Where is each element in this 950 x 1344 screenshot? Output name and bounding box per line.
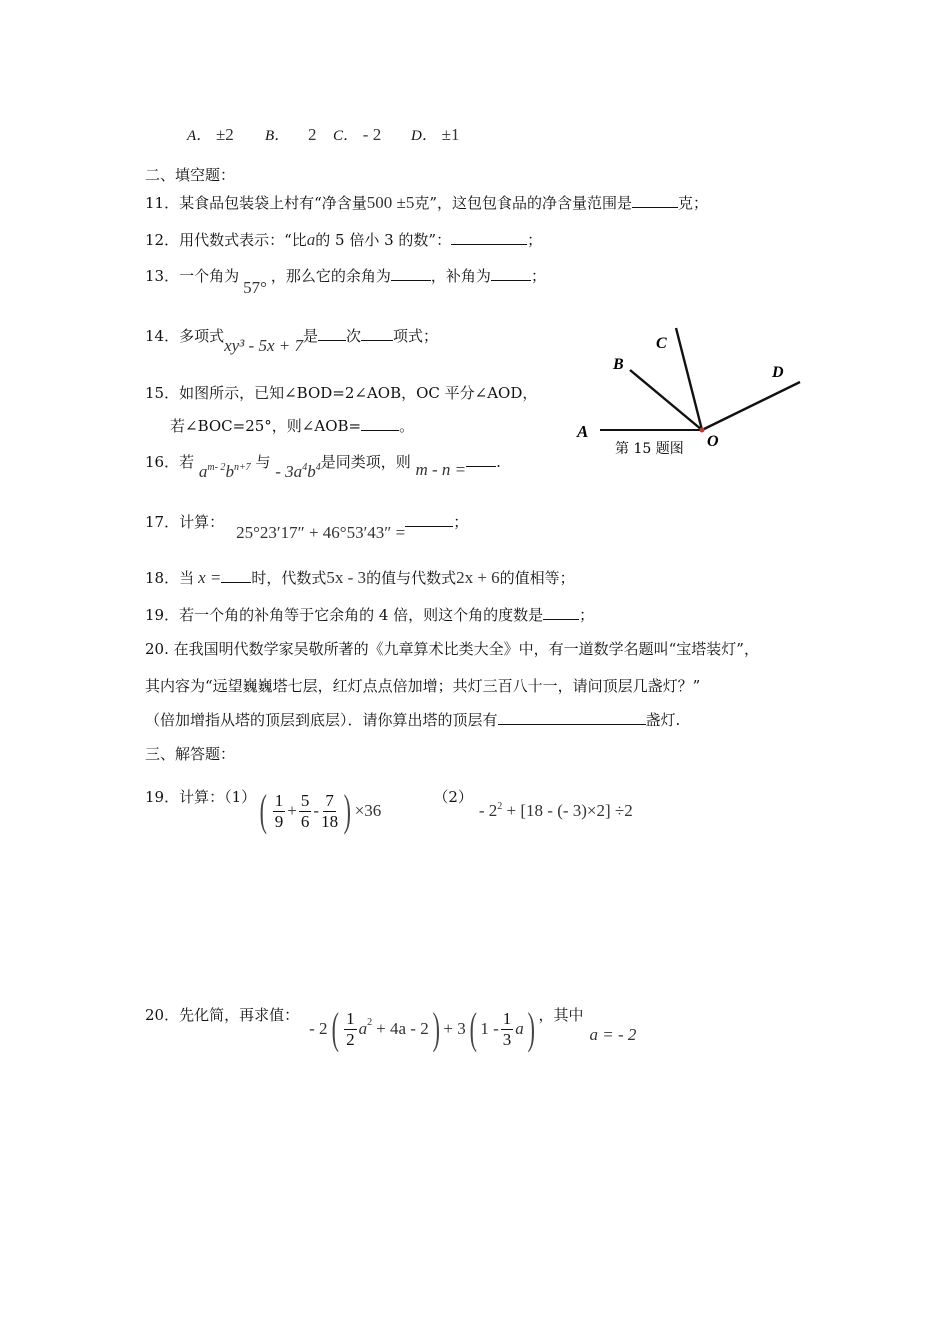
q20-condition: a = - 2	[589, 1025, 637, 1044]
q14-text3: 次	[345, 327, 361, 345]
ray-ob	[630, 370, 702, 430]
q16-m2sup: n+7	[233, 462, 251, 473]
q16-m1: a	[198, 462, 208, 481]
q18-text3: 的值与代数式	[366, 569, 457, 587]
q19-left-paren: (	[259, 786, 268, 835]
question-20-line3	[145, 709, 680, 730]
choice-c-value: - 2	[362, 125, 382, 144]
angle-figure	[570, 320, 820, 465]
q12-var: a	[306, 230, 316, 249]
q11-text: 11．某食品包装袋上村有“净含量	[145, 194, 367, 212]
q14-text2: 是	[302, 327, 318, 345]
label-b: B	[613, 356, 624, 373]
q13-blank-2	[491, 266, 531, 281]
figure-caption: 第 15 题图	[615, 441, 684, 457]
q20-text2: ，其中	[538, 1006, 584, 1024]
question-19-fill	[145, 604, 594, 625]
q20-paren-2-right: )	[527, 1004, 535, 1053]
section-heading-fill: 二、填空题：	[145, 166, 236, 184]
q13-text: 13．一个角为	[145, 267, 240, 285]
question-16	[145, 451, 501, 481]
q19-f2-num: 5	[300, 790, 310, 810]
label-d: D	[772, 364, 784, 381]
question-18	[145, 567, 575, 588]
q19-op1: +	[287, 801, 297, 820]
choice-b-label: B．	[265, 128, 290, 144]
question-20-line1: 20. 在我国明代数学家吴敬所著的《九章算术比类大全》中，有一道数学名题叫“宝塔装灯”，	[145, 640, 759, 658]
question-15-line2	[170, 415, 414, 436]
q20fill-text: （倍加增指从塔的顶层到底层）．请你算出塔的顶层有	[145, 711, 498, 729]
q20-coef: - 2	[309, 1019, 328, 1038]
q17-end: ；	[453, 513, 469, 531]
label-a: A	[577, 422, 589, 441]
choice-c	[333, 124, 381, 145]
q18-blank	[221, 568, 251, 583]
q13-math: 57°	[243, 278, 267, 297]
q13-end: ；	[530, 267, 546, 285]
q20-frac2	[501, 1009, 514, 1050]
choice-b-value: 2	[307, 125, 317, 144]
q20-f1-den: 2	[346, 1029, 355, 1049]
q19fill-blank	[543, 605, 579, 620]
q19-p2a-sup: 2	[497, 801, 503, 812]
q20fill-blank	[498, 710, 646, 725]
q16-expr: m - n =	[415, 460, 467, 479]
q19fill-text: 19．若一个角的补角等于它余角的 4 倍，则这个角的度数是	[145, 606, 544, 624]
q18-expr2: 2x + 6	[456, 568, 500, 587]
q18-end: 的值相等；	[499, 569, 575, 587]
q16-m3sup: 4	[302, 462, 308, 473]
q16-m3: - 3a	[275, 462, 303, 481]
q19-frac3	[321, 791, 338, 832]
ray-oc	[676, 328, 702, 430]
q20-var-sup: 2	[367, 1016, 373, 1028]
q20calc-text: 20．先化简，再求值：	[145, 1006, 300, 1024]
question-17	[145, 511, 469, 542]
q16-blank	[466, 452, 496, 467]
choice-d-label: D．	[411, 128, 437, 144]
question-20-line2: 其内容为“远望巍巍塔七层，红灯点点倍加增；共灯三百八十一，请问顶层几盏灯？”	[145, 677, 701, 695]
q20-term: + 4a - 2	[376, 1019, 429, 1038]
q19-f3-den: 18	[321, 811, 339, 831]
q14-blank-1	[318, 326, 346, 341]
question-20-calc	[145, 1004, 636, 1054]
q19-right-paren: )	[343, 786, 352, 835]
q19-part2-expr	[479, 801, 633, 821]
q12-end: ；	[527, 231, 543, 249]
q16-text2: 与	[255, 453, 271, 471]
q16-m1sup: m- 2	[207, 462, 226, 473]
q19-f1-num: 1	[274, 790, 284, 810]
q12-text2: 的 5 倍小 3 的数”：	[315, 231, 452, 249]
q11-end: 克；	[678, 194, 709, 212]
q18-text: 18．当	[145, 569, 195, 587]
q16-end: .	[496, 453, 501, 471]
q14-text: 14．多项式	[145, 327, 225, 345]
q12-text: 12．用代数式表示：“比	[145, 231, 307, 249]
q14-end: 项式；	[393, 327, 439, 345]
q19-part2-label: （2）	[433, 788, 473, 806]
q20-frac1	[344, 1009, 357, 1050]
q20-paren-1-left: (	[331, 1004, 339, 1053]
q17-text: 17．计算：	[145, 513, 225, 531]
section-heading-solve: 三、解答题：	[145, 745, 236, 763]
question-11	[145, 192, 708, 213]
q20-paren-1-right: )	[432, 1004, 440, 1053]
q18-text2: 时，代数式	[251, 569, 327, 587]
q17-math: 25°23′17″ + 46°53′43″ =	[236, 523, 406, 542]
question-13	[145, 265, 546, 297]
choice-d-value: ±1	[441, 125, 460, 144]
q16-m4: b	[307, 462, 316, 481]
q11-math: 500 ±5	[366, 193, 415, 212]
q20fill-end: 盏灯.	[645, 711, 681, 729]
q16-text: 16．若	[145, 453, 195, 471]
choice-a-value: ±2	[215, 125, 234, 144]
choice-a-label: A．	[187, 128, 212, 144]
choice-a	[187, 124, 234, 145]
q15-end: 。	[399, 417, 415, 435]
q19-op2: -	[313, 801, 320, 820]
q19calc-text: 19．计算：（1）	[145, 788, 257, 806]
choice-b	[265, 124, 316, 145]
q15-blank	[361, 416, 399, 431]
q19-p2b: + [18 - (- 3)×2] ÷2	[506, 801, 633, 820]
q13-blank-1	[391, 266, 431, 281]
question-15-line1: 15．如图所示，已知∠BOD=2∠AOB，OC 平分∠AOD，	[145, 384, 538, 402]
question-12	[145, 229, 542, 250]
q20-term2: 1 -	[480, 1019, 499, 1038]
label-c: C	[656, 335, 667, 352]
q14-blank-2	[361, 326, 393, 341]
q20-f1-num: 1	[346, 1008, 355, 1028]
q11-blank	[632, 193, 678, 208]
q12-blank	[451, 230, 527, 245]
q13-text3: ，补角为	[430, 267, 491, 285]
choice-d	[411, 124, 459, 145]
q16-term2	[275, 462, 320, 481]
question-19-calc	[145, 786, 633, 836]
q16-m4sup: 4	[315, 462, 321, 473]
q20-f2-num: 1	[502, 1008, 512, 1028]
q19fill-end: ；	[579, 606, 595, 624]
q19-f3-num: 7	[325, 790, 334, 810]
vertex-o-dot	[700, 428, 705, 433]
label-o: O	[707, 433, 719, 450]
q19-p2a: - 2	[478, 801, 498, 820]
q16-text3: 是同类项，则	[320, 453, 411, 471]
q20-var-a: a	[358, 1019, 368, 1038]
q20-coef2: + 3	[443, 1019, 466, 1038]
q19-f1-den: 9	[274, 811, 284, 831]
q19-frac1	[273, 791, 286, 832]
q15-text: 若∠BOC=25°，则∠AOB=	[170, 417, 362, 435]
choice-c-label: C．	[333, 128, 359, 144]
q17-blank	[405, 512, 453, 527]
q16-m2: b	[225, 462, 234, 481]
q18-var: x =	[198, 568, 222, 587]
ray-od	[702, 382, 800, 430]
q19-frac2	[299, 791, 312, 832]
q11-text2: 克”，这包包食品的净含量范围是	[414, 194, 633, 212]
q20-f2-den: 3	[502, 1029, 512, 1049]
q16-term1	[199, 462, 251, 481]
q18-expr1: 5x - 3	[326, 568, 367, 587]
q19-times: ×36	[354, 801, 382, 820]
q19-f2-den: 6	[300, 811, 310, 831]
q20-paren-2-left: (	[469, 1004, 477, 1053]
q13-text2: ，那么它的余角为	[270, 267, 391, 285]
q20-var-a2: a	[515, 1019, 524, 1038]
question-14	[145, 325, 439, 355]
q14-math: xy³ - 5x + 7	[224, 336, 303, 355]
